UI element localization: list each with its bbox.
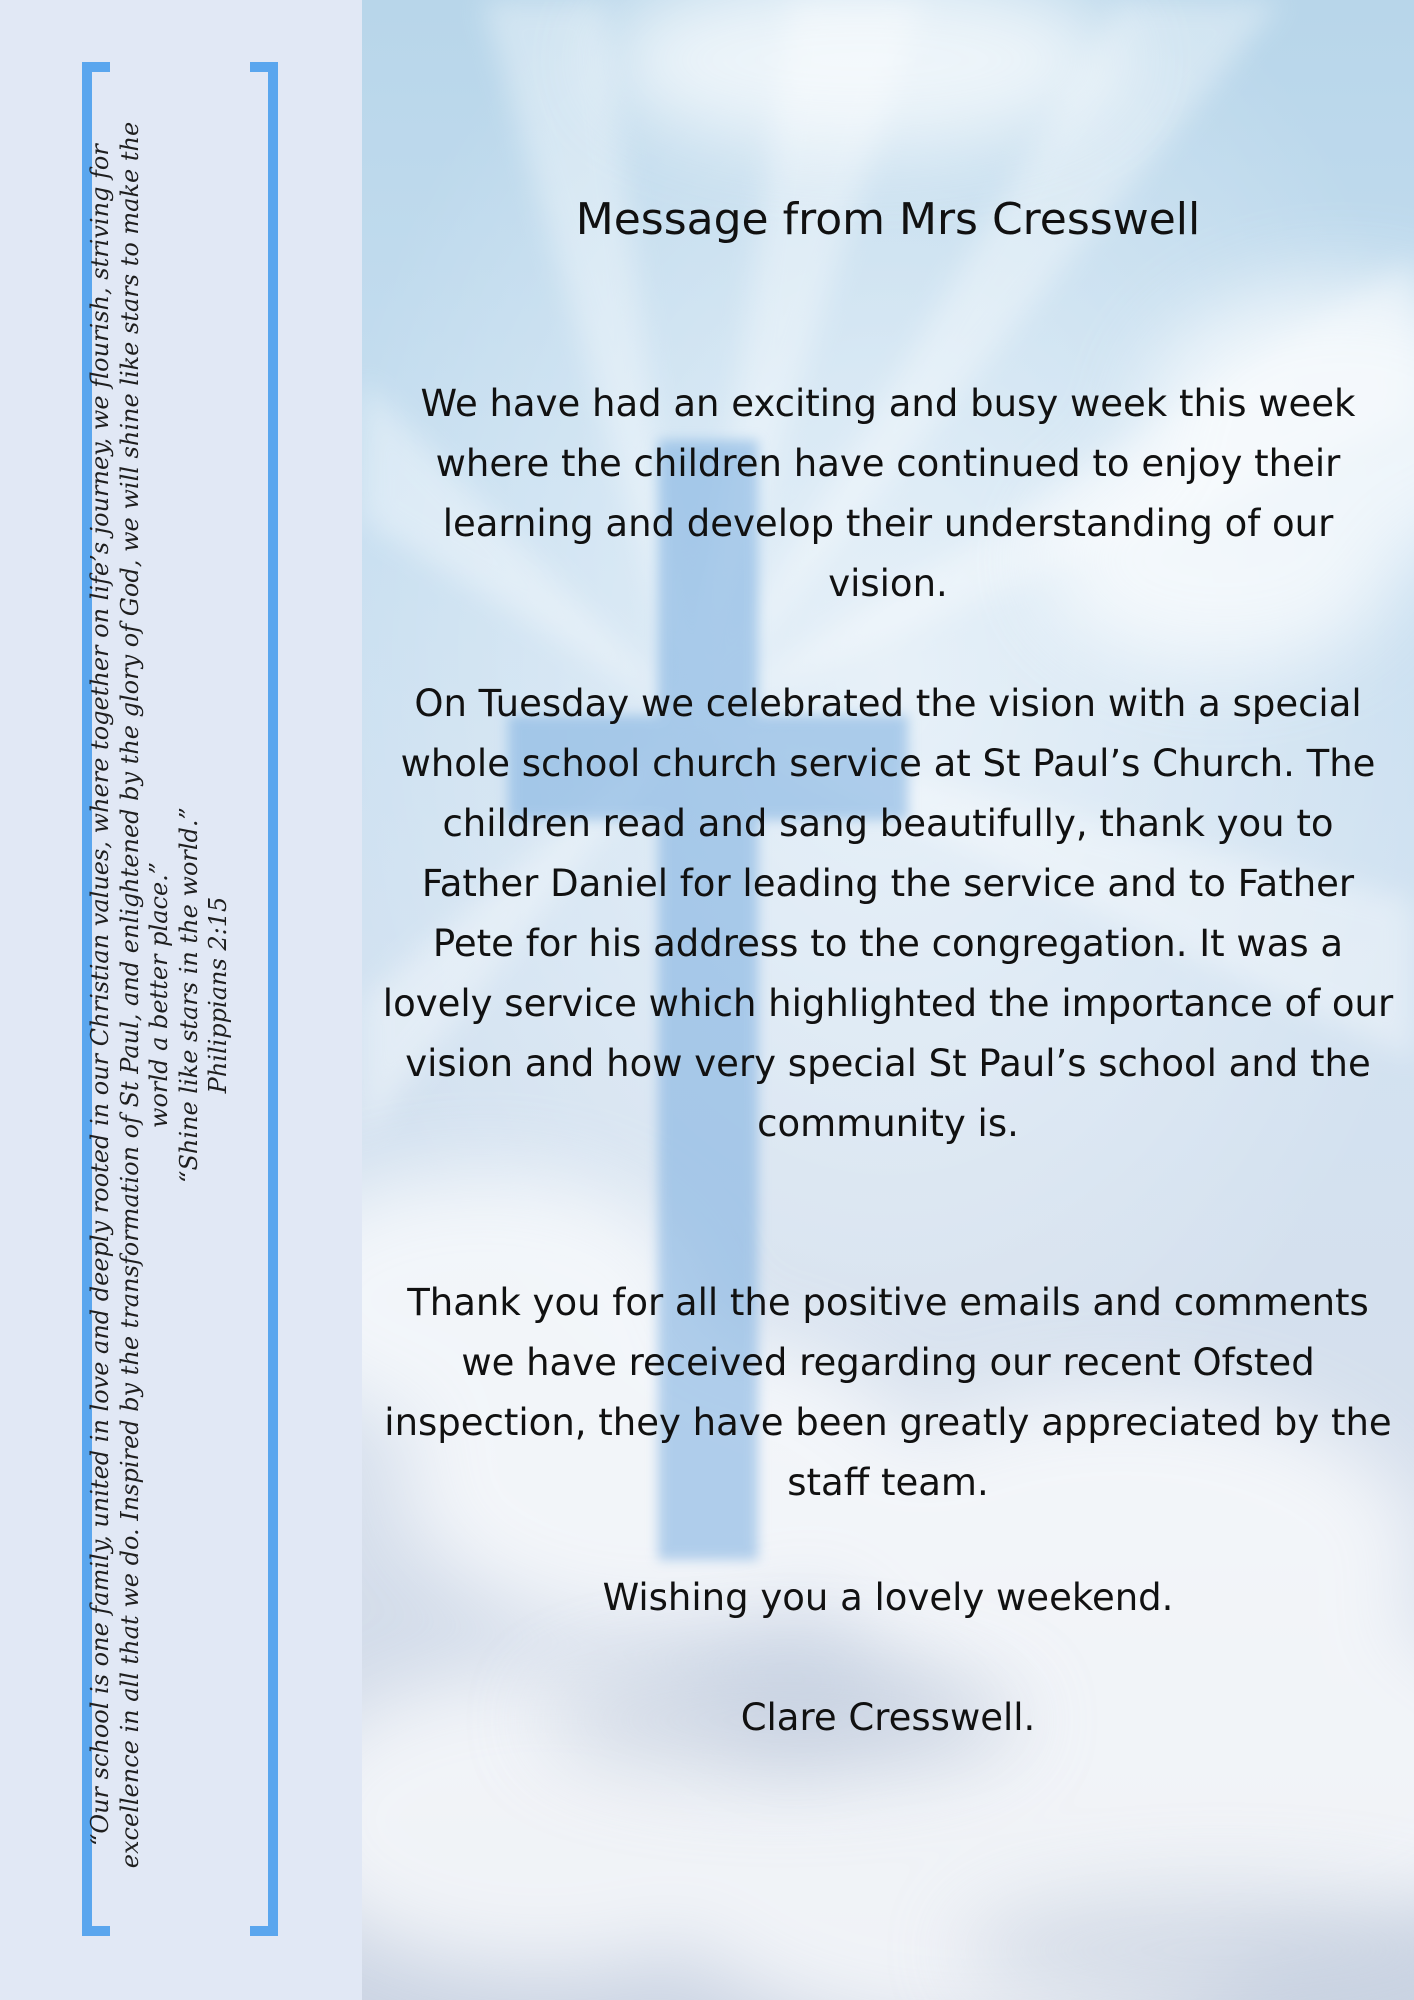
vision-line: excellence in all that we do. Inspired by the transformation of St Paul, and enlightened by the glory of God, we will shine like stars to make the	[115, 121, 144, 1869]
vision-sidebar	[0, 0, 362, 2000]
vision-bible-quote: “Shine like stars in the world.”	[174, 807, 203, 1183]
vision-line: “Our school is one family, united in love and deeply rooted in our Christian values, where together on life’s journey, we flourish, striving for	[86, 144, 114, 1846]
message-closing: Wishing you a lovely weekend.	[602, 1576, 1174, 1619]
message-title: Message from Mrs Cresswell	[575, 194, 1201, 245]
message-signature: Clare Cresswell.	[740, 1696, 1036, 1739]
vision-line: world a better place.”	[145, 861, 173, 1129]
school-vision-statement	[86, 65, 266, 1925]
message-paragraph: We have had an exciting and busy week this week where the children have continued to enjoy their learning and develop their understanding of our vision.	[420, 382, 1356, 605]
vision-bible-reference: Philippians 2:15	[204, 896, 232, 1094]
message-paragraph: Thank you for all the positive emails and comments we have received regarding our recent Ofsted inspection, they have been greatly appreciated by the staff team.	[384, 1281, 1392, 1504]
message-paragraph: On Tuesday we celebrated the vision with a special whole school church service at St Paul’s Church. The children read and sang beautifully, thank you to Father Daniel for leading the service and to Father Pete for his address to the congregation. It was a lovely service which highlighted the importance of our vision and how very special St Paul’s school and the community is.	[382, 682, 1394, 1145]
